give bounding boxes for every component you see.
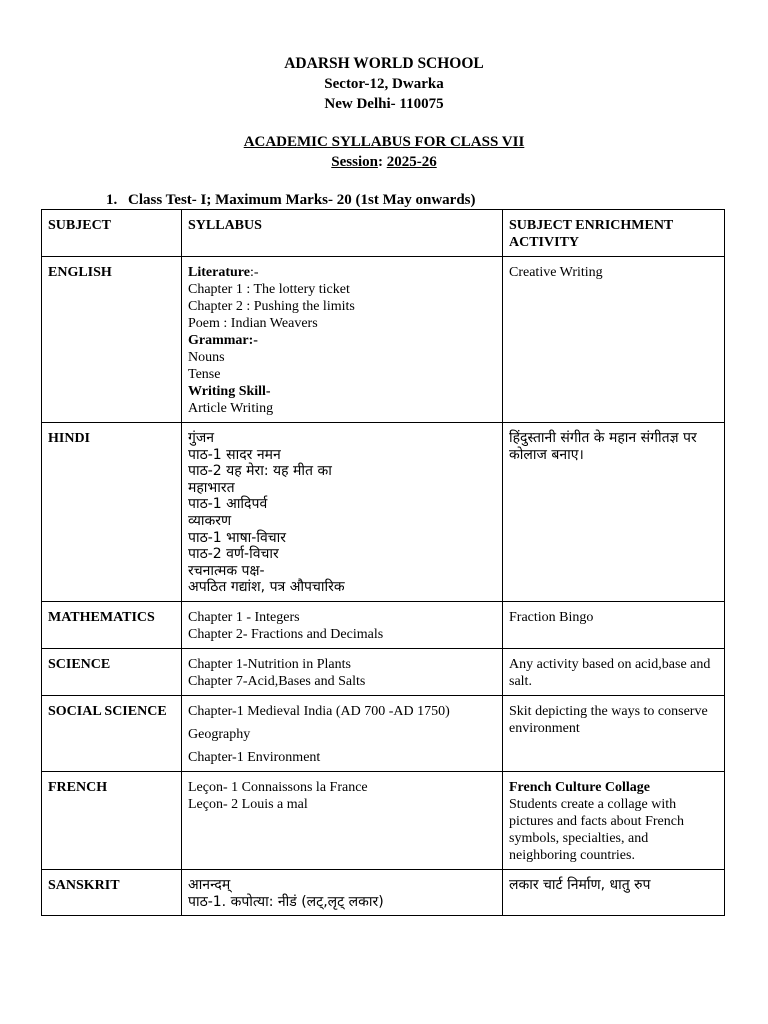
french-line-1: Leçon- 1 Connaissons la France [188,779,368,795]
school-address-line1: Sector-12, Dwarka [324,76,444,92]
session-value: 2025-26 [386,154,437,170]
french-activity-text: Students create a collage with pictures and facts about French symbols, specialties, and neighboring countries. [509,796,684,863]
table-header-row [42,210,725,257]
section-heading [106,190,476,210]
hindi-line: पाठ-2 वर्ण-विचार [188,546,279,563]
english-lit-1: Chapter 1 : The lottery ticket [188,282,350,297]
social-line-2: Geography [188,726,251,742]
syllabus-english [182,257,503,423]
hindi-line: पाठ-1 सादर नमन [188,446,281,463]
activity-science: Any activity based on acid,base and salt. [503,648,725,695]
grammar-heading: Grammar:- [188,333,258,348]
section-title: Class Test- I; Maximum Marks- 20 (1st May onwards) [128,192,476,208]
activity-sanskrit: लकार चार्ट निर्माण, धातु रुप [503,869,725,915]
school-name: ADARSH WORLD SCHOOL [284,55,484,72]
table-row-social-science [42,695,725,771]
syllabus-table [41,209,725,916]
table-row-english [42,257,725,423]
hindi-line: पाठ-2 यह मेरा: यह मीत का [188,463,332,480]
syllabus-sanskrit [182,869,503,915]
section-number: 1. [106,192,118,208]
french-activity-title: French Culture Collage [509,779,651,795]
activity-english: Creative Writing [503,257,725,423]
syllabus-hindi [182,423,503,602]
syllabus-mathematics [182,601,503,648]
hindi-line: पाठ-1 आदिपर्व [188,496,268,513]
hindi-line: गुंजन [188,430,215,446]
english-lit-2: Chapter 2 : Pushing the limits [188,299,355,314]
session-label: Session [331,154,378,170]
school-address-line2: New Delhi- 110075 [324,96,444,112]
literature-heading: Literature [188,265,250,280]
literature-suffix: :- [249,265,259,280]
table-row-mathematics [42,601,725,648]
hindi-line: अपठित गद्यांश, पत्र औपचारिक [188,579,345,596]
french-line-2: Leçon- 2 Louis a mal [188,796,308,812]
english-gram-1: Nouns [188,350,225,365]
activity-social-science: Skit depicting the ways to conserve environment [503,695,725,771]
subject-sanskrit: SANSKRIT [42,869,182,915]
subject-french: FRENCH [42,771,182,869]
hindi-line: रचनात्मक पक्ष- [188,562,265,579]
syllabus-social-science [182,695,503,771]
activity-french [503,771,725,869]
table-row-hindi [42,423,725,602]
syllabus-science [182,648,503,695]
social-line-3: Chapter-1 Environment [188,749,321,765]
subject-mathematics: MATHEMATICS [42,601,182,648]
session-line [0,152,768,172]
sanskrit-line-1: आनन्दम् [188,876,231,893]
hindi-line: पाठ-1 भाषा-विचार [188,529,287,546]
subject-english: ENGLISH [42,257,182,423]
table-row-science [42,648,725,695]
subject-science: SCIENCE [42,648,182,695]
header-activity: SUBJECT ENRICHMENT ACTIVITY [503,210,725,257]
school-header [0,54,768,114]
hindi-line: व्याकरण [188,512,232,529]
english-gram-2: Tense [188,367,221,382]
writing-heading: Writing Skill- [188,384,271,399]
math-line-1: Chapter 1 - Integers [188,609,300,625]
syllabus-french [182,771,503,869]
activity-hindi: हिंदुस्तानी संगीत के महान संगीतज्ञ पर कोलाज बनाए। [503,423,725,602]
science-line-2: Chapter 7-Acid,Bases and Salts [188,673,366,689]
table-row-french [42,771,725,869]
english-lit-3: Poem : Indian Weavers [188,316,318,331]
subject-hindi: HINDI [42,423,182,602]
social-line-1: Chapter-1 Medieval India (AD 700 -AD 1750) [188,703,450,719]
science-line-1: Chapter 1-Nutrition in Plants [188,656,351,672]
document-title: ACADEMIC SYLLABUS FOR CLASS VII [243,134,525,150]
math-line-2: Chapter 2- Fractions and Decimals [188,626,384,642]
session-separator: : [377,154,387,170]
english-writing-1: Article Writing [188,401,274,416]
document-titles [0,132,768,172]
header-syllabus: SYLLABUS [182,210,503,257]
activity-mathematics: Fraction Bingo [503,601,725,648]
sanskrit-line-2: पाठ-1. कपोत्या: नीडं (लट्,लृट् लकार) [188,893,384,910]
hindi-line: महाभारत [188,479,235,496]
subject-social-science: SOCIAL SCIENCE [42,695,182,771]
header-subject: SUBJECT [42,210,182,257]
table-row-sanskrit [42,869,725,915]
